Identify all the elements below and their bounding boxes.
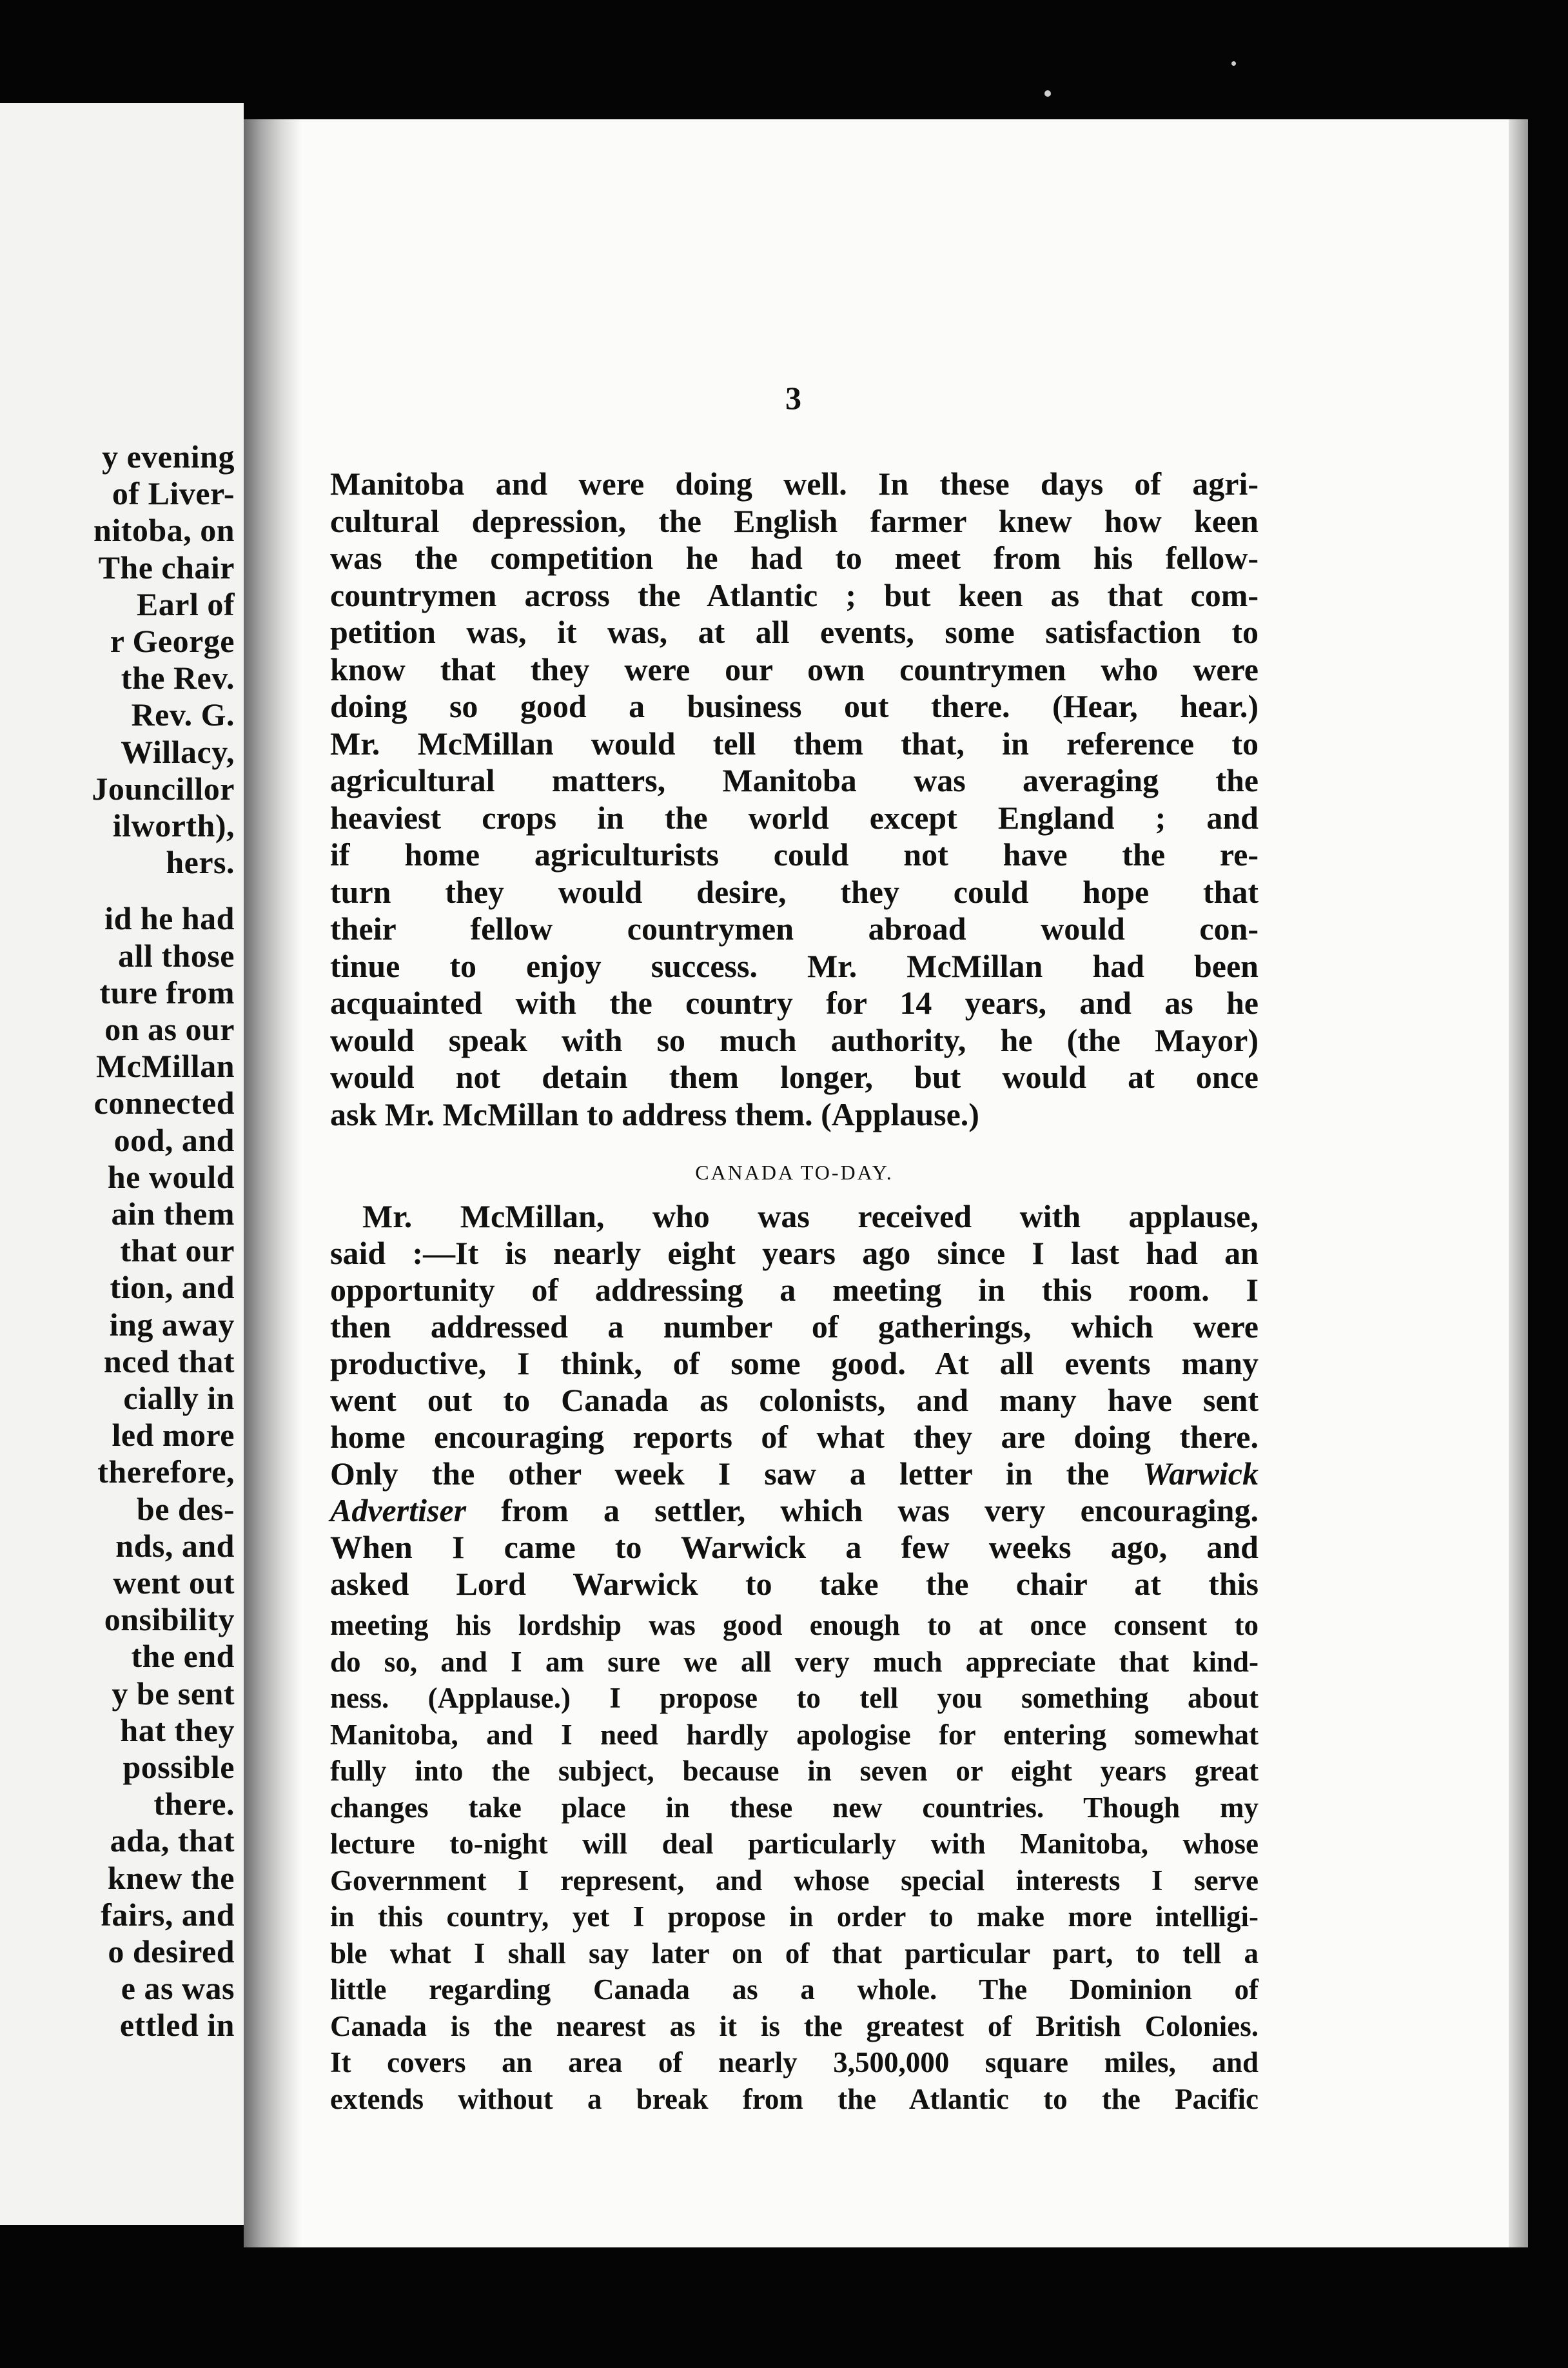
left-page-line: Rev. G. [131,696,235,733]
left-page-line: all those [118,937,235,974]
text-line: was the competition he had to meet from his fellow- [330,540,1259,576]
left-page-line: hat they [120,1712,235,1748]
text-line: ness. (Applause.) I propose to tell you something about [330,1682,1259,1714]
left-page-line: ing away [109,1306,235,1343]
text-line: Canada is the nearest as it is the greatest of British Colonies. [330,2009,1259,2042]
left-page-line: e as was [121,1970,235,2007]
left-page-line: on as our [104,1011,235,1047]
text-line: acquainted with the country for 14 years, and as he [330,985,1259,1021]
text-line: agricultural matters, Manitoba was averaging the [330,762,1259,798]
text-line: productive, I think, of some good. At all events many [330,1345,1259,1381]
text-line: opportunity of addressing a meeting in this room. I [330,1272,1259,1308]
text-line: Manitoba, and I need hardly apologise for entering somewhat [330,1718,1259,1751]
left-page-line: nds, and [115,1527,235,1564]
text-line: went out to Canada as colonists, and many have sent [330,1382,1259,1418]
text-line: Manitoba and were doing well. In these days of agri- [330,466,1259,502]
left-page-line: fairs, and [101,1896,235,1933]
text-line: extends without a break from the Atlantic to the Pacific [330,2082,1259,2115]
text-line: changes take place in these new countries. Though my [330,1791,1259,1824]
left-page-line: The chair [98,549,235,586]
text-line: tinue to enjoy success. Mr. McMillan had been [330,947,1259,984]
left-page-line: of Liver- [112,475,235,512]
text-line: Mr. McMillan, who was received with applause, [362,1198,1259,1234]
dust-speck [1231,61,1236,66]
left-page-line: ettled in [119,2007,235,2044]
left-page-line: he would [107,1158,235,1195]
left-page-line: ada, that [110,1822,235,1859]
text-line: lecture to-night will deal particularly with Manitoba, whose [330,1828,1259,1860]
section-heading: CANADA TO-DAY. [695,1161,894,1184]
text-line: heaviest crops in the world except England ; and [330,799,1259,836]
page-edge [1509,119,1528,2247]
text-line: ble what I shall say later on of that particular part, to tell a [330,1937,1259,1969]
page-number: 3 [785,380,801,416]
left-page-fragment [0,103,244,2225]
text-line: know that they were our own countrymen who were [330,651,1259,687]
left-page-line: McMillan [95,1048,235,1085]
text-line: in this country, yet I propose in order to make more intelligi- [330,1900,1259,1933]
text-line: meeting his lordship was good enough to at once consent to [330,1609,1259,1641]
left-page-line: connected [93,1085,235,1121]
text-line: Only the other week I saw a letter in the Warwick [330,1455,1259,1492]
text-line: Government I represent, and whose special interests I serve [330,1864,1259,1897]
text-line: fully into the subject, because in seven or eight years great [330,1755,1259,1787]
left-page-line: o desired [108,1933,235,1969]
text-line: petition was, it was, at all events, some satisfaction to [330,614,1259,650]
text-line: doing so good a business out there. (Hear, hear.) [330,688,1259,724]
text-line: turn they would desire, they could hope that [330,873,1259,910]
left-page-line: ture from [99,974,235,1011]
page-gutter-shadow [244,119,302,2247]
left-page-line: onsibility [104,1601,235,1638]
left-page-line: Jouncillor [92,770,235,807]
left-page-line: Willacy, [121,733,235,770]
left-page-line: r George [110,623,235,659]
text-line: would not detain them longer, but would at once [330,1059,1259,1095]
left-page-line: therefore, [97,1454,235,1490]
left-page-line: went out [113,1564,235,1601]
text-line: would speak with so much authority, he (the Mayor) [330,1021,1259,1058]
left-page-line: y evening [102,439,235,475]
dust-speck [1044,90,1051,97]
left-page-line: led more [112,1417,235,1454]
left-page-line: tion, and [110,1269,235,1306]
text-line: ask Mr. McMillan to address them. (Applause.) [330,1096,979,1132]
left-page-line: be des- [136,1490,235,1527]
left-page-line: hers. [166,844,235,881]
left-page-line: y be sent [112,1675,235,1712]
left-page-line: ilworth), [112,807,235,844]
left-page-line: there. [153,1786,235,1822]
text-line: countrymen across the Atlantic ; but keen as that com- [330,577,1259,613]
text-line: asked Lord Warwick to take the chair at this [330,1566,1259,1602]
left-page-line: possible [122,1749,235,1785]
text-line: little regarding Canada as a whole. The Dominion of [330,1973,1259,2006]
left-page-line: Earl of [136,586,235,622]
left-page-line: nced that [103,1343,235,1379]
text-line: cultural depression, the English farmer knew how keen [330,502,1259,539]
text-line: It covers an area of nearly 3,500,000 square miles, and [330,2046,1259,2078]
text-line: then addressed a number of gatherings, which were [330,1308,1259,1345]
left-page-line: nitoba, on [93,512,235,549]
left-page-line: knew the [107,1859,235,1896]
text-line: said :—It is nearly eight years ago since I last had an [330,1235,1259,1271]
text-line: Advertiser from a settler, which was very encouraging. [330,1492,1259,1528]
left-page-line: the end [131,1638,235,1675]
text-line: When I came to Warwick a few weeks ago, and [330,1529,1259,1565]
left-page-line: the Rev. [121,660,235,696]
text-line: do so, and I am sure we all very much appreciate that kind- [330,1645,1259,1678]
left-page-line: that our [120,1232,235,1269]
text-line: Mr. McMillan would tell them that, in reference to [330,725,1259,762]
left-page-line: id he had [104,900,235,937]
text-line: home encouraging reports of what they are doing there. [330,1419,1259,1455]
left-page-line: ain them [111,1196,235,1232]
left-page-line: cially in [123,1380,235,1416]
left-page-line: ood, and [113,1121,235,1158]
text-line: if home agriculturists could not have the re- [330,836,1259,873]
text-line: their fellow countrymen abroad would con- [330,911,1259,947]
